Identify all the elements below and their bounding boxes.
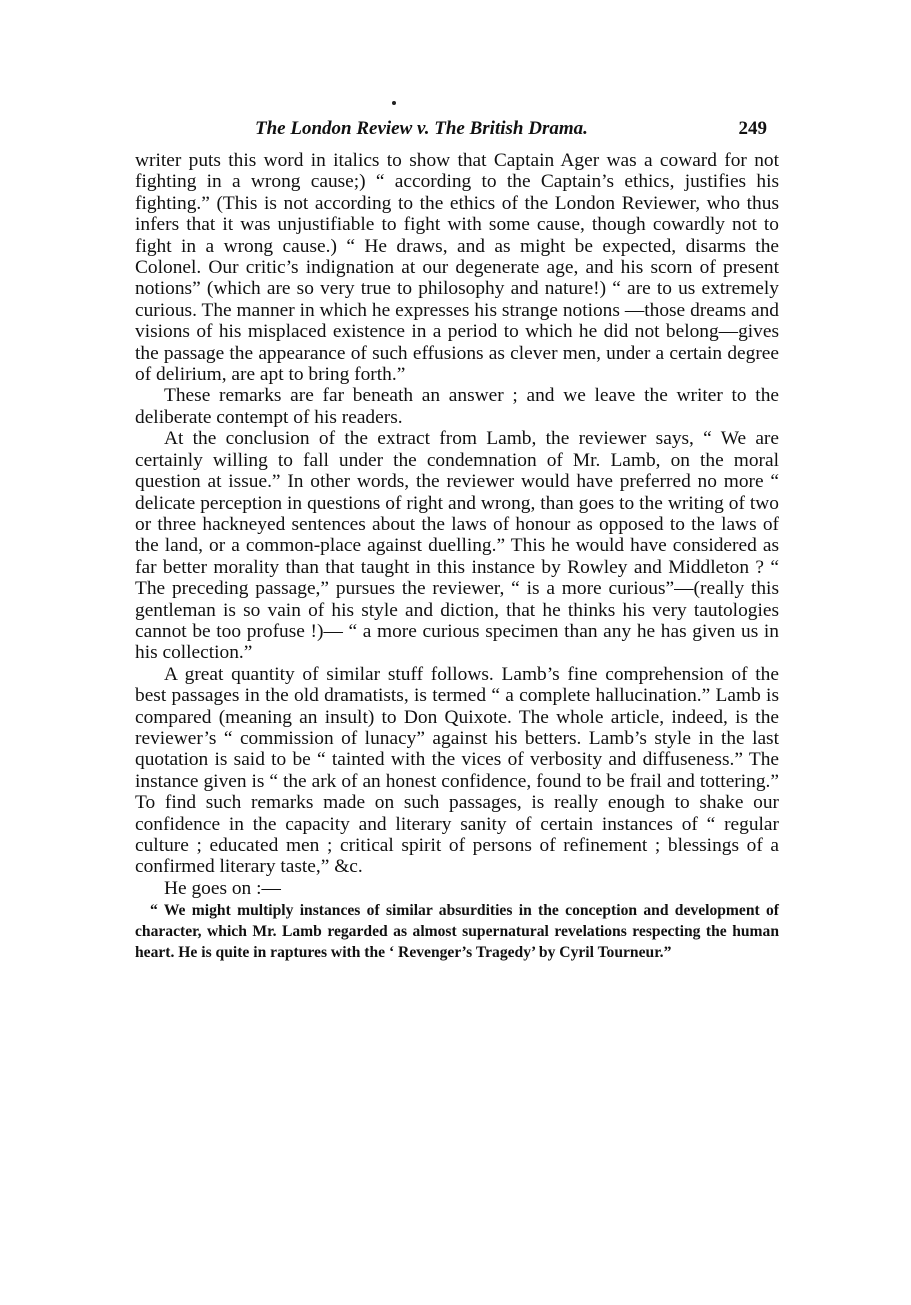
paragraph: These remarks are far beneath an answer ; and we leave the writer to the deliberate contempt of his readers. bbox=[135, 385, 779, 428]
block-quotation: “ We might multiply instances of similar absurdities in the conception and development of character, which Mr. Lamb regarded as almost supernatural revelations respecting the human heart. He is quite in raptures with the ‘ Revenger’s Tragedy’ by Cyril Tourneur.” bbox=[135, 902, 779, 962]
paragraph-continued: writer puts this word in italics to show that Captain Ager was a coward for not fighting in a wrong cause;) “ according to the Captain’s ethics, justifies his fighting.” (This is not according to the ethics of the London Reviewer, who thus infers that it was unjustifiable to fight with some cause, though cowardly not to fight in a wrong cause.) “ He draws, and as might be expected, disarms the Colonel. Our critic’s indignation at our degenerate age, and his scorn of present notions” (which are so very true to philosophy and nature!) “ are to us extremely curious. The manner in which he expresses his strange notions —those dreams and visions of his misplaced existence in a period to which he did not belong—gives the passage the appearance of such effusions as clever men, under a certain degree of delirium, are apt to bring forth.” bbox=[135, 150, 779, 386]
ornament-dot bbox=[392, 101, 396, 105]
running-head bbox=[255, 118, 775, 140]
paragraph: At the conclusion of the extract from Lamb, the reviewer says, “ We are certainly willing to fall under the condemnation of Mr. Lamb, on the moral question at issue.” In other words, the reviewer would have preferred no more “ delicate perception in questions of right and wrong, than goes to the writing of two or three hackneyed sentences about the laws of honour as opposed to the laws of the land, or a common-place against duelling.” This he would have considered as far better morality than that taught in this instance by Rowley and Middleton ? “ The preceding passage,” pursues the reviewer, “ is a more curious”—(really this gentleman is so vain of his style and diction, that he thinks his very tautologies cannot be too profuse !)— “ a more curious specimen than any he has given us in his collection.” bbox=[135, 428, 779, 664]
running-title: The London Review v. The British Drama. bbox=[255, 118, 588, 139]
paragraph: He goes on :— bbox=[164, 877, 281, 899]
page-number: 249 bbox=[738, 118, 767, 139]
page-body bbox=[135, 150, 779, 963]
paragraph: A great quantity of similar stuff follows. Lamb’s fine comprehension of the best passages in the old dramatists, is termed “ a complete hallucination.” Lamb is compared (meaning an insult) to Don Quixote. The whole article, indeed, is the reviewer’s “ commission of lunacy” against his betters. Lamb’s style in the last quotation is said to be “ tainted with the vices of verbosity and diffuseness.” The instance given is “ the ark of an honest confidence, found to be frail and tottering.” To find such remarks made on such passages, is really enough to shake our confidence in the capacity and literary sanity of certain instances of “ regular culture ; educated men ; critical spirit of persons of refinement ; blessings of a confirmed literary taste,” &c. bbox=[135, 663, 779, 878]
